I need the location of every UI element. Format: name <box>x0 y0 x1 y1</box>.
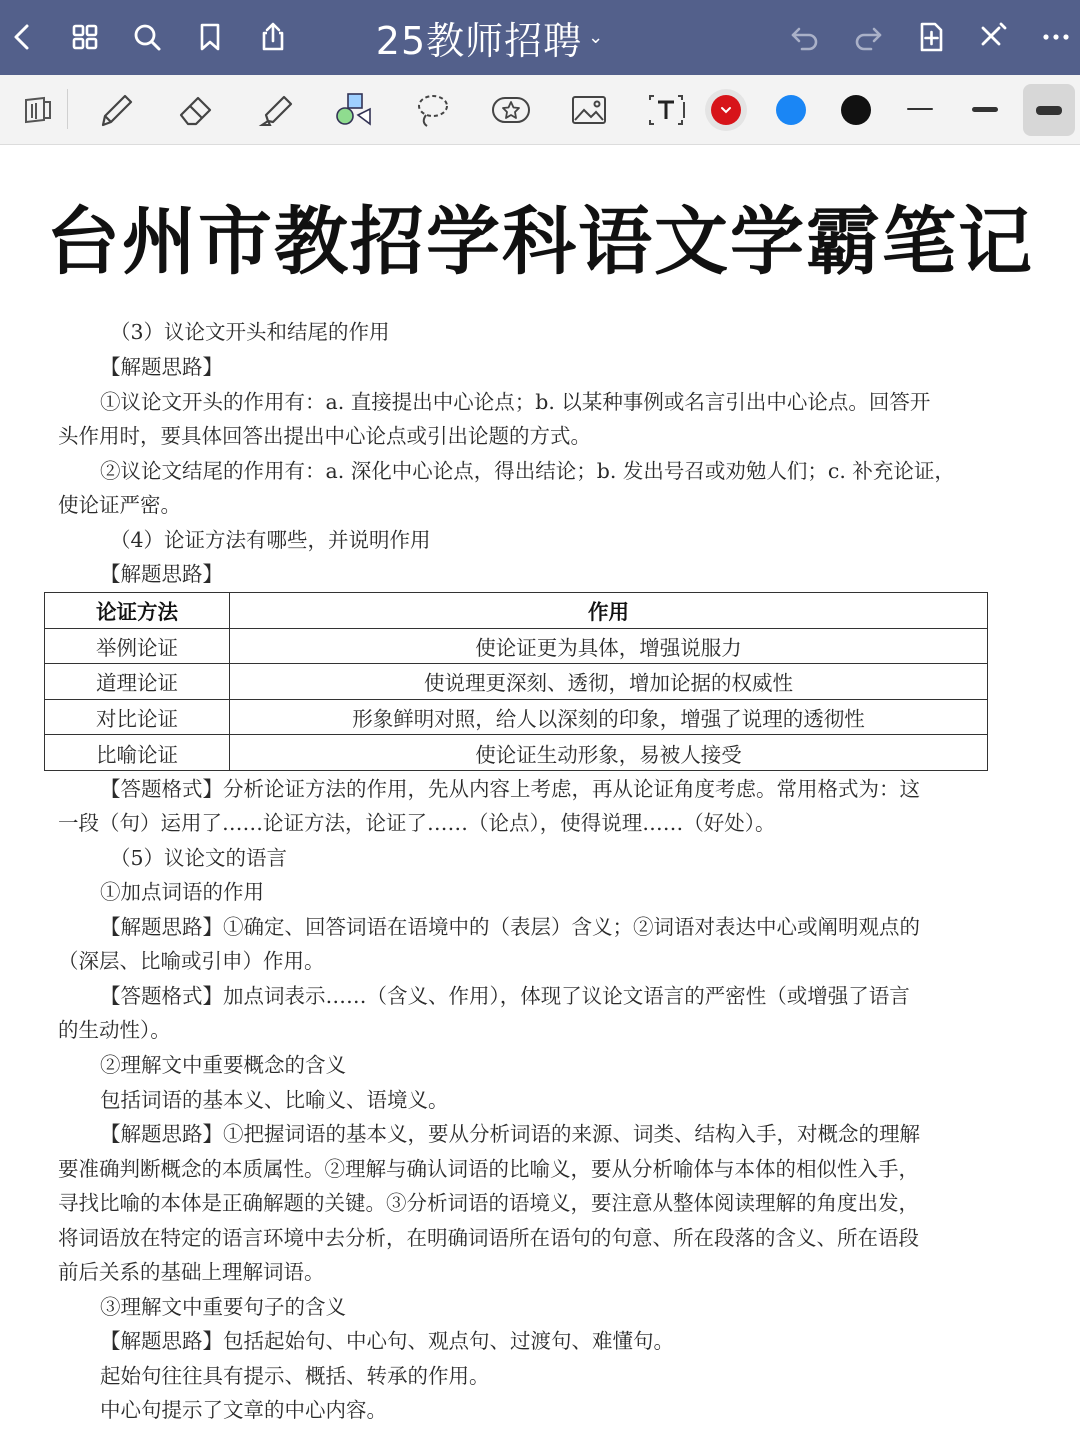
eraser-icon <box>174 88 218 132</box>
argument-methods-table <box>44 592 988 771</box>
table-cell: 举例论证 <box>45 628 230 664</box>
paragraph-line: 将词语放在特定的语言环境中去分析，在明确词语所在语句的句意、所在段落的含义、所在语段 <box>58 1226 919 1250</box>
color-swatch-blue[interactable] <box>776 95 806 125</box>
paragraph-line: （深层、比喻或引申）作用。 <box>58 949 325 973</box>
highlighter-icon <box>254 88 298 132</box>
table-row <box>45 699 988 735</box>
pen-icon <box>94 88 138 132</box>
stroke-medium[interactable] <box>972 107 998 112</box>
search-icon <box>130 20 164 54</box>
document-page[interactable] <box>0 145 1080 1440</box>
shapes-icon <box>332 88 376 132</box>
paragraph-line: 【解题思路】①确定、回答词语在语境中的（表层）含义；②词语对表达中心或阐明观点的 <box>100 915 920 939</box>
chevron-down-icon: ⌄ <box>588 26 605 48</box>
subsection-heading: ①加点词语的作用 <box>100 880 264 904</box>
paragraph-line: 起始句往往具有提示、概括、转承的作用。 <box>100 1364 490 1388</box>
paragraph-line: 头作用时，要具体回答出提出中心论点或引出论题的方式。 <box>58 424 591 448</box>
lasso-icon <box>411 88 455 132</box>
paragraph-line: ①议论文开头的作用有：a. 直接提出中心论点；b. 以某种事例或名言引出中心论点。回答开 <box>100 390 931 414</box>
table-cell: 道理论证 <box>45 664 230 700</box>
lasso-tool[interactable] <box>407 84 459 136</box>
paragraph-line: 中心句提示了文章的中心内容。 <box>100 1398 387 1422</box>
close-edit-button[interactable] <box>970 14 1016 60</box>
table-cell: 对比论证 <box>45 699 230 735</box>
more-icon <box>1039 20 1073 54</box>
answer-tip-label: 【解题思路】 <box>100 355 223 379</box>
chevron-down-icon <box>711 95 741 125</box>
stroke-thick-selected[interactable] <box>1023 84 1075 136</box>
share-button[interactable] <box>250 14 296 60</box>
paragraph-line: 【解题思路】包括起始句、中心句、观点句、过渡句、难懂句。 <box>100 1329 674 1353</box>
subsection-heading: ③理解文中重要句子的含义 <box>100 1295 346 1319</box>
table-header-cell: 论证方法 <box>45 593 230 629</box>
paragraph-line: ②议论文结尾的作用有：a. 深化中心论点，得出结论；b. 发出号召或劝勉人们；c. 补充论证， <box>100 459 955 483</box>
shapes-tool[interactable] <box>328 84 380 136</box>
top-navigation-bar <box>0 0 1080 75</box>
document-title-dropdown[interactable] <box>360 12 620 62</box>
color-swatch-black[interactable] <box>841 95 871 125</box>
image-icon <box>567 88 611 132</box>
eraser-tool[interactable] <box>170 84 222 136</box>
grid-icon <box>68 20 102 54</box>
sticker-tool[interactable] <box>485 84 537 136</box>
undo-icon <box>788 20 822 54</box>
subsection-heading: ②理解文中重要概念的含义 <box>100 1053 346 1077</box>
document-title: 25教师招聘 <box>375 18 583 63</box>
table-row <box>45 735 988 771</box>
highlighter-tool[interactable] <box>250 84 302 136</box>
table-header-cell: 作用 <box>230 593 988 629</box>
text-tool[interactable] <box>640 84 692 136</box>
stroke-thick <box>1036 106 1062 115</box>
stroke-thin[interactable] <box>907 108 933 110</box>
sticker-star-icon <box>489 88 533 132</box>
table-row <box>45 628 988 664</box>
image-tool[interactable] <box>563 84 615 136</box>
share-icon <box>256 20 290 54</box>
close-pen-icon <box>976 20 1010 54</box>
bookmark-button[interactable] <box>187 14 233 60</box>
undo-button[interactable] <box>782 14 828 60</box>
drawing-toolbar <box>0 75 1080 145</box>
bookmark-icon <box>193 20 227 54</box>
redo-button[interactable] <box>845 14 891 60</box>
search-button[interactable] <box>124 14 170 60</box>
chevron-left-icon <box>6 20 40 54</box>
more-options-button[interactable] <box>1033 14 1079 60</box>
table-cell: 使论证更为具体，增强说服力 <box>230 628 988 664</box>
redo-icon <box>851 20 885 54</box>
section-heading: （5）议论文的语言 <box>110 846 288 870</box>
section-heading: （4）论证方法有哪些，并说明作用 <box>110 528 431 552</box>
table-header-row <box>45 593 988 629</box>
table-cell: 比喻论证 <box>45 735 230 771</box>
page-banner-title: 台州市教招学科语文学霸笔记 <box>46 199 1034 285</box>
paragraph-line: 寻找比喻的本体是正确解题的关键。③分析词语的语境义，要注意从整体阅读理解的角度出发， <box>58 1191 919 1215</box>
paragraph-line: 包括词语的基本义、比喻义、语境义。 <box>100 1088 449 1112</box>
table-row <box>45 664 988 700</box>
section-heading: （3）议论文开头和结尾的作用 <box>110 320 390 344</box>
paragraph-line: 【答题格式】加点词表示……（含义、作用），体现了议论文语言的严密性（或增强了语言 <box>100 984 910 1008</box>
color-swatch-red[interactable] <box>711 95 741 125</box>
table-cell: 使论证生动形象，易被人接受 <box>230 735 988 771</box>
paragraph-line: 一段（句）运用了……论证方法，论证了……（论点），使得说理……（好处）。 <box>58 811 776 835</box>
paragraph-line: 使论证严密。 <box>58 493 181 517</box>
paragraph-line: 前后关系的基础上理解词语。 <box>58 1260 325 1284</box>
paragraph-line: 的生动性）。 <box>58 1018 171 1042</box>
paragraph-line: 【解题思路】①把握词语的基本义，要从分析词语的来源、词类、结构入手，对概念的理解 <box>100 1122 920 1146</box>
table-cell: 形象鲜明对照，给人以深刻的印象，增强了说理的透彻性 <box>230 699 988 735</box>
page-layout-icon <box>16 88 60 132</box>
answer-tip-label: 【解题思路】 <box>100 562 223 586</box>
table-cell: 使说理更深刻、透彻，增加论据的权威性 <box>230 664 988 700</box>
paragraph-line: 要准确判断概念的本质属性。②理解与确认词语的比喻义，要从分析喻体与本体的相似性入手， <box>58 1157 919 1181</box>
pen-tool[interactable] <box>90 84 142 136</box>
add-page-icon <box>914 20 948 54</box>
toolbar-divider <box>67 89 68 129</box>
add-page-button[interactable] <box>908 14 954 60</box>
text-box-icon <box>644 88 688 132</box>
sidebar-toggle-button[interactable] <box>12 84 64 136</box>
thumbnails-button[interactable] <box>62 14 108 60</box>
back-button[interactable] <box>0 14 46 60</box>
paragraph-line: 【答题格式】分析论证方法的作用，先从内容上考虑，再从论证角度考虑。常用格式为：这 <box>100 777 920 801</box>
